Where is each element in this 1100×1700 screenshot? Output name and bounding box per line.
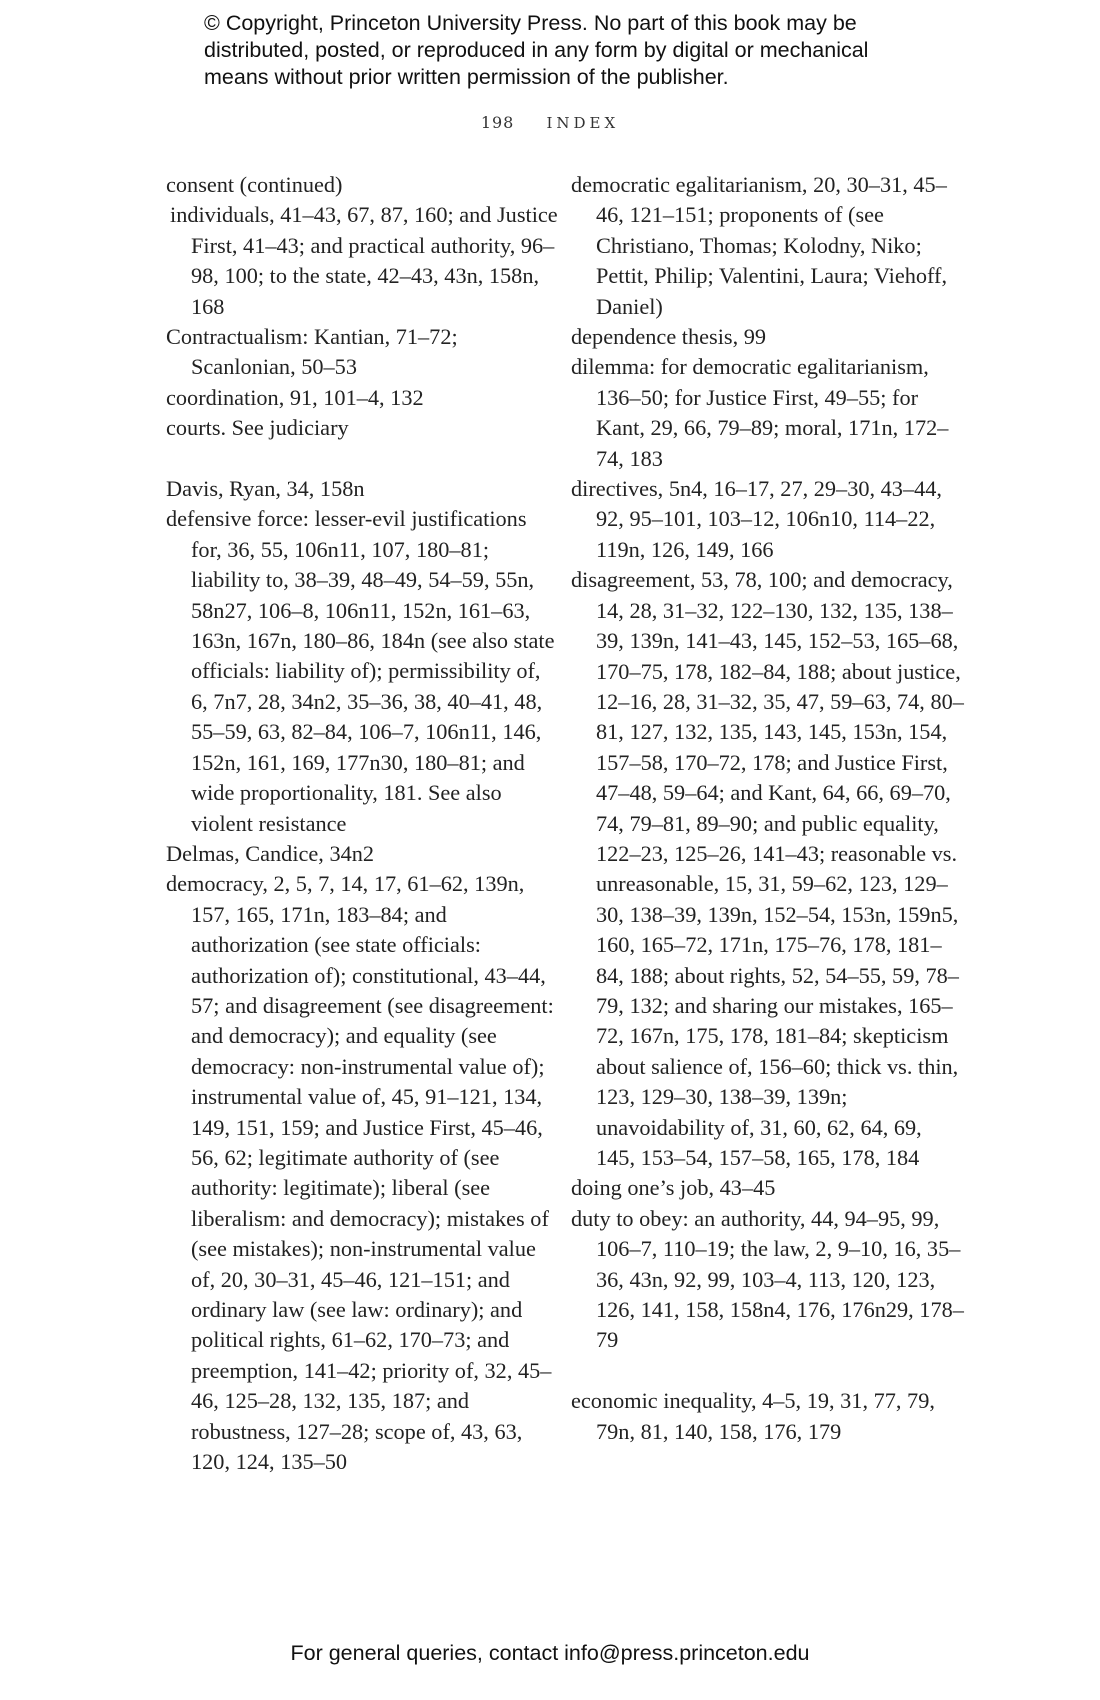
index-entry: dependence thesis, 99 <box>571 324 767 350</box>
index-entry: democracy, 2, 5, 7, 14, 17, 61–62, 139n, 157, 165, 171n, 183–84; and authorization (see state officials: authorization of); constitutional, 43–44, 57; and disagreement (see disagreement: and democracy); and equality (see democracy: non-instrumental value of); instrumental value of, 45, 91–121, 134, 149, 151, 159; and Justice First, 45–46, 56, 62; legitimate authority of (see authority: legitimate); liberal (see liberalism: and democracy); mistakes of (see mistakes); non-instrumental value of, 20, 30–31, 45–46, 121–151; and ordinary law (see law: ordinary); and political rights, 61–62, 170–73; and preemption, 141–42; priority of, 32, 45–46, 125–28, 132, 135, 187; and robustness, 127–28; scope of, 43, 63, 120, 124, 135–50 <box>166 871 554 1475</box>
index-entry: directives, 5n4, 16–17, 27, 29–30, 43–44, 92, 95–101, 103–12, 106n10, 114–22, 119n, 126, 149, 166 <box>571 476 942 562</box>
section-title: INDEX <box>546 114 620 132</box>
index-entry: duty to obey: an authority, 44, 94–95, 99, 106–7, 110–19; the law, 2, 9–10, 16, 35–36, 43n, 92, 99, 103–4, 113, 120, 123, 126, 141, 158, 158n4, 176, 176n29, 178–79 <box>571 1205 964 1353</box>
footer-contact: For general queries, contact info@press.princeton.edu <box>290 1641 810 1665</box>
index-entry: dilemma: for democratic egalitarianism, 136–50; for Justice First, 49–55; for Kant, 29, 66, 79–89; moral, 171n, 172–74, 183 <box>571 354 949 471</box>
index-entry: economic inequality, 4–5, 19, 31, 77, 79, 79n, 81, 140, 158, 176, 179 <box>571 1388 935 1444</box>
continued-heading: consent (continued) <box>166 172 343 197</box>
index-entry: doing one’s job, 43–45 <box>571 1175 776 1201</box>
index-entry: Contractualism: Kantian, 71–72; Scanlonian, 50–53 <box>166 324 458 380</box>
index-column-left <box>166 170 561 1477</box>
running-head <box>0 113 1100 132</box>
copyright-notice: © Copyright, Princeton University Press. No part of this book may be distributed, posted, or reproduced in any form by digital or mechanical means without prior written permission of the publisher. <box>204 11 869 89</box>
index-entry: disagreement, 53, 78, 100; and democracy, 14, 28, 31–32, 122–130, 132, 135, 138–39, 139n, 141–43, 145, 152–53, 165–68, 170–75, 178, 182–84, 188; about justice, 12–16, 28, 31–32, 35, 47, 59–63, 74, 80–81, 127, 132, 135, 143, 145, 153n, 154, 157–58, 170–72, 178; and Justice First, 47–48, 59–64; and Kant, 64, 66, 69–70, 74, 79–81, 89–90; and public equality, 122–23, 125–26, 141–43; reasonable vs. unreasonable, 15, 31, 59–62, 123, 129–30, 138–39, 139n, 152–54, 153n, 159n5, 160, 165–72, 171n, 175–76, 178, 181–84, 188; about rights, 52, 54–55, 59, 78–79, 132; and sharing our mistakes, 165–72, 167n, 175, 178, 181–84; skepticism about salience of, 156–60; thick vs. thin, 123, 129–30, 138–39, 139n; unavoidability of, 31, 60, 62, 64, 69, 145, 153–54, 157–58, 165, 178, 184 <box>571 567 964 1170</box>
index-entry: democratic egalitarianism, 20, 30–31, 45–46, 121–151; proponents of (see Christiano, Thomas; Kolodny, Niko; Pettit, Philip; Valentini, Laura; Viehoff, Daniel) <box>571 172 948 319</box>
letter-group-gap <box>166 444 561 474</box>
index-entry: Delmas, Candice, 34n2 <box>166 840 375 866</box>
index-entry: defensive force: lesser-evil justifications for, 36, 55, 106n11, 107, 180–81; liability to, 38–39, 48–49, 54–59, 55n, 58n27, 106–8, 106n11, 152n, 161–63, 163n, 167n, 180–86, 184n (see also state officials: liability of); permissibility of, 6, 7n7, 28, 34n2, 35–36, 38, 40–41, 48, 55–59, 63, 82–84, 106–7, 106n11, 146, 152n, 161, 169, 177n30, 180–81; and wide proportionality, 181. See also violent resistance <box>166 506 555 836</box>
index-entry: coordination, 91, 101–4, 132 <box>166 384 424 410</box>
index-column-right <box>571 170 966 1447</box>
page-number: 198 <box>480 113 515 132</box>
index-entry: individuals, 41–43, 67, 87, 160; and Justice First, 41–43; and practical authority, 96–98, 100; to the state, 42–43, 43n, 158n, 168 <box>170 202 558 319</box>
index-entry: courts. See judiciary <box>166 415 349 441</box>
letter-group-gap <box>571 1356 966 1386</box>
index-entry: Davis, Ryan, 34, 158n <box>166 476 365 502</box>
